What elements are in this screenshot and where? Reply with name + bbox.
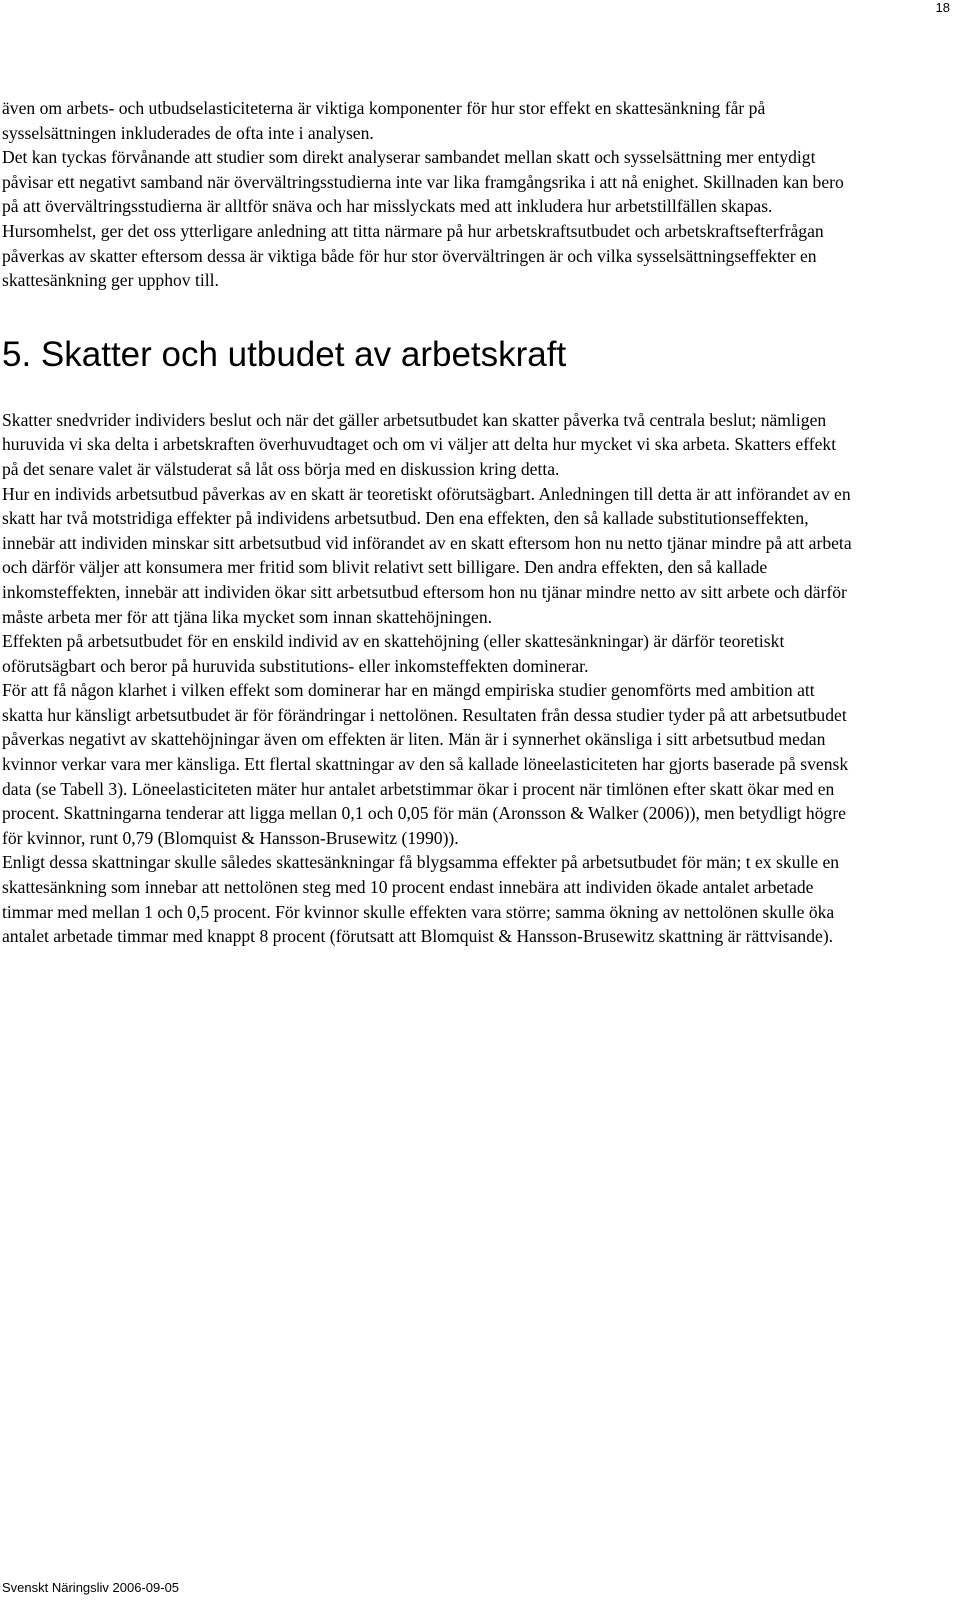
document-body [2, 96, 852, 949]
paragraph: För att få någon klarhet i vilken effekt som dominerar har en mängd empiriska studier genomförts med ambition att skatta hur känsligt arbetsutbudet är för förändringar i nettolönen. Resultaten från dessa studier tyder på att arbetsutbudet påverkas negativt av skattehöjningar även om effekten är liten. Män är i synnerhet okänsliga i sitt arbetsutbud medan kvinnor verkar vara mer känsliga. Ett flertal skattningar av den så kallade löneelasticiteten har gjorts baserade på svensk data (se Tabell 3). Löneelasticiteten mäter hur antalet arbetstimmar ökar i procent när timlönen efter skatt ökar med en procent. Skattningarna tenderar att ligga mellan 0,1 och 0,05 för män (Aronsson & Walker (2006)), men betydligt högre för kvinnor, runt 0,79 (Blomquist & Hansson-Brusewitz (1990)). [2, 680, 849, 848]
section-heading: 5. Skatter och utbudet av arbetskraft [2, 334, 567, 374]
paragraph: Skatter snedvrider individers beslut och när det gäller arbetsutbudet kan skatter påverka två centrala beslut; nämligen huruvida vi ska delta i arbetskraften överhuvudtaget och om vi väljer att delta hur mycket vi ska arbeta. Skatters effekt på det senare valet är välstuderat så låt oss börja med en diskussion kring detta. [2, 409, 837, 479]
page-number: 18 [935, 0, 950, 15]
paragraph: även om arbets- och utbudselasticiteterna är viktiga komponenter för hur stor effekt en skattesänkning får på sysselsättningen inkluderades de ofta inte i analysen. [2, 98, 766, 143]
footer-text: Svenskt Näringsliv 2006-09-05 [2, 1580, 180, 1595]
paragraph: Enligt dessa skattningar skulle således skattesänkningar få blygsamma effekter på arbetsutbudet för män; t ex skulle en skattesänkning som innebar att nettolönen steg med 10 procent endast innebära att individen ökade antalet arbetade timmar med mellan 1 och 0,5 procent. För kvinnor skulle effekten vara större; samma ökning av nettolönen skulle öka antalet arbetade timmar med knappt 8 procent (förutsatt att Blomquist & Hansson-Brusewitz skattning är rättvisande). [2, 852, 840, 947]
paragraph: Det kan tyckas förvånande att studier som direkt analyserar sambandet mellan skatt och sysselsättning mer entydigt påvisar ett negativt samband när övervältringsstudierna inte var lika framgångsrika i att nå enighet. Skillnaden kan bero på att övervältringsstudierna är alltför snäva och har misslyckats med att inkludera hur arbetstillfällen skapas. Hursomhelst, ger det oss ytterligare anledning att titta närmare på hur arbetskraftsutbudet och arbetskraftsefterfrågan påverkas av skatter eftersom dessa är viktiga både för hur stor övervältringen är och vilka sysselsättningseffekter en skattesänkning ger upphov till. [2, 147, 844, 291]
paragraph: Hur en individs arbetsutbud påverkas av en skatt är teoretiskt oförutsägbart. Anledningen till detta är att införandet av en skatt har två motstridiga effekter på individens arbetsutbud. Den ena effekten, den så kallade substitutionseffekten, innebär att individen minskar sitt arbetsutbud vid införandet av en skatt eftersom hon nu netto tjänar mindre på att arbeta och därför väljer att konsumera mer fritid som blivit relativt sett billigare. Den andra effekten, den så kallade inkomsteffekten, innebär att individen ökar sitt arbetsutbud eftersom hon nu tjänar mindre netto av sitt arbete och därför måste arbeta mer för att tjäna lika mycket som innan skattehöjningen. [2, 483, 852, 627]
paragraph: Effekten på arbetsutbudet för en enskild individ av en skattehöjning (eller skattesänkningar) är därför teoretiskt oförutsägbart och beror på huruvida substitutions- eller inkomsteffekten dominerar. [2, 631, 785, 676]
